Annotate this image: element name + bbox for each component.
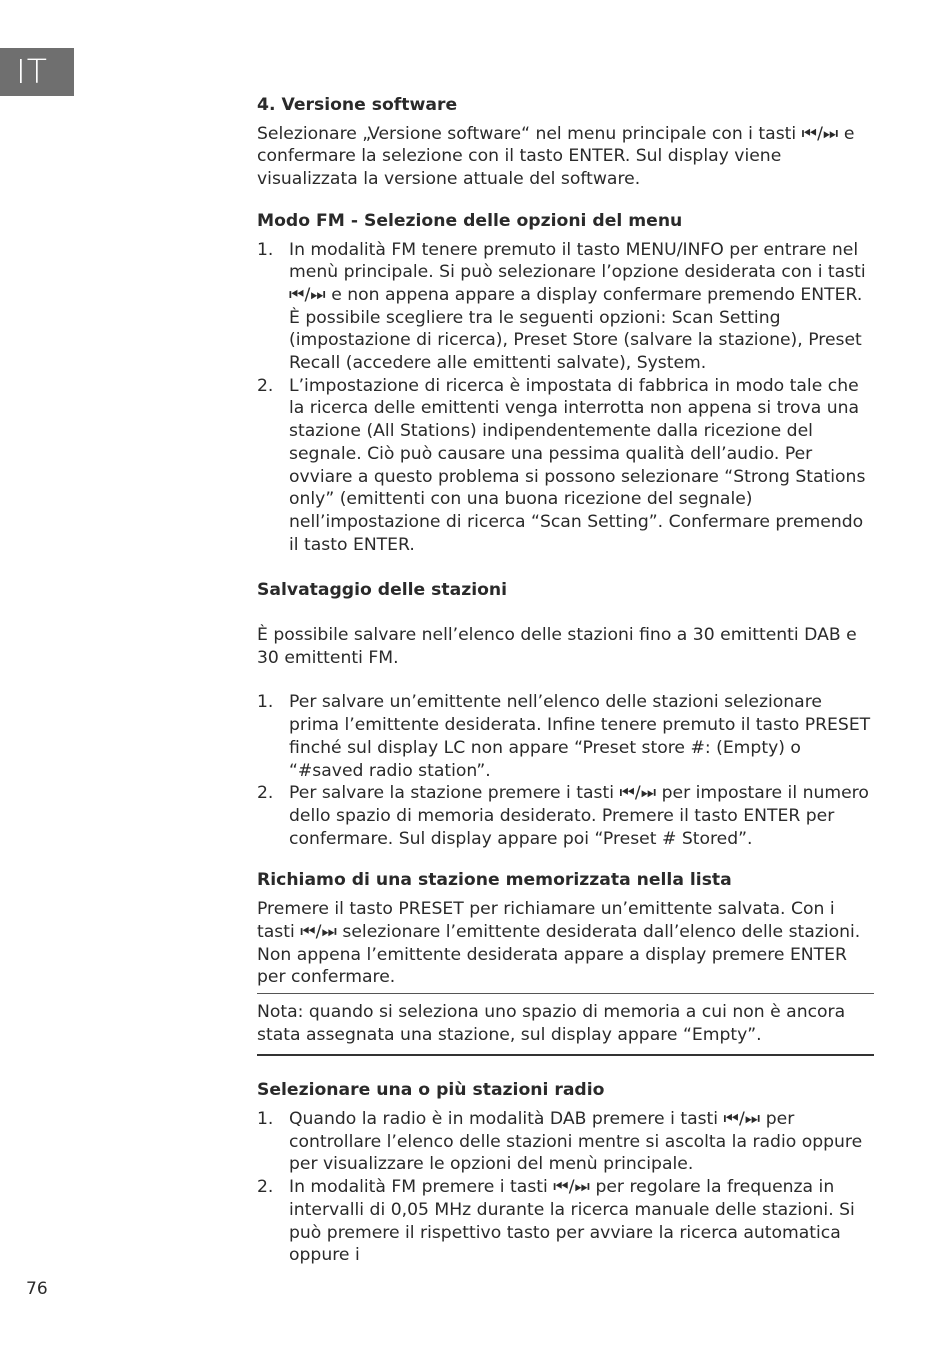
- numbered-list: [257, 239, 874, 557]
- language-tab: IT: [0, 48, 74, 96]
- section-fm-menu-options: [257, 210, 874, 557]
- paragraph: È possibile salvare nell’elenco delle stazioni fino a 30 emittenti DAB e 30 emittenti FM.: [257, 625, 857, 668]
- paragraph: Selezionare „Versione software“ nel menu principale con i tasti ⏮/⏭ e confermare la selezione con il tasto ENTER. Sul display viene visualizzata la versione attuale del software.: [257, 123, 855, 190]
- page-content: [257, 94, 874, 1267]
- section-title: Selezionare una o più stazioni radio: [257, 1080, 605, 1101]
- section-title: Salvataggio delle stazioni: [257, 580, 508, 601]
- note-text: Nota: quando si seleziona uno spazio di memoria a cui non è ancora stata assegnata una stazione, sul display appare “Empty”.: [257, 1001, 846, 1045]
- list-item-text: Per salvare la stazione premere i tasti ⏮/⏭ per impostare il numero dello spazio di memoria desiderato. Premere il tasto ENTER per confermare. Sul display appare poi “Preset # Stored”.: [289, 783, 869, 849]
- paragraph: Premere il tasto PRESET per richiamare un’emittente salvata. Con i tasti ⏮/⏭ selezionare l’emittente desiderata dall’elenco delle stazioni. Non appena l’emittente desiderata appare a display premere ENTER per confermare.: [257, 899, 861, 988]
- list-number: 2.: [257, 783, 274, 804]
- section-title: Modo FM - Selezione delle opzioni del menu: [257, 210, 683, 231]
- list-item-text: Per salvare un’emittente nell’elenco delle stazioni selezionare prima l’emittente desiderata. Infine tenere premuto il tasto PRESET finché sul display LC non appare “Preset store #: (Empty) o “#saved radio station”.: [289, 692, 871, 781]
- note-box: [257, 993, 874, 1056]
- list-item: [257, 375, 874, 557]
- section-title: Richiamo di una stazione memorizzata nella lista: [257, 870, 732, 891]
- list-number: 1.: [257, 692, 274, 713]
- list-item: [257, 782, 874, 850]
- list-number: 1.: [257, 239, 274, 260]
- section-title: 4. Versione software: [257, 95, 458, 115]
- list-number: 1.: [257, 1109, 274, 1130]
- list-item: [257, 1108, 874, 1176]
- list-item: [257, 691, 874, 782]
- page-number: 76: [26, 1279, 48, 1299]
- list-number: 2.: [257, 375, 274, 396]
- list-item-text: In modalità FM tenere premuto il tasto MENU/INFO per entrare nel menù principale. Si può selezionare l’opzione desiderata con i tasti ⏮/⏭ e non appena appare a display confermare premendo ENTER. È possibile scegliere tra le seguenti opzioni: Scan Setting (impostazione di ricerca), Preset Store (salvare la stazione), Preset Recall (accedere alle emittenti salvate), System.: [289, 239, 866, 374]
- section-saving-stations: [257, 579, 874, 850]
- numbered-list: [257, 691, 874, 850]
- list-item-text: L’impostazione di ricerca è impostata di fabbrica in modo tale che la ricerca delle emittenti venga interrotta non appena si trova una stazione (All Stations) indipendentemente dalla ricezione del segnale. Ciò può causare una pessima qualità dell’audio. Per ovviare a questo problema si possono selezionare “Strong Stations only” (emittenti con una buona ricezione del segnale) nell’impostazione di ricerca “Scan Setting”. Confermare premendo il tasto ENTER.: [289, 375, 866, 555]
- numbered-list: [257, 1108, 874, 1267]
- list-item-text: In modalità FM premere i tasti ⏮/⏭ per regolare la frequenza in intervalli di 0,05 MHz durante la ricerca manuale delle stazioni. Si può premere il rispettivo tasto per avviare la ricerca automatica oppure i: [289, 1177, 855, 1266]
- section-software-version: [257, 94, 874, 191]
- list-number: 2.: [257, 1177, 274, 1198]
- list-item: [257, 1176, 874, 1267]
- section-select-stations: [257, 1079, 874, 1267]
- list-item-text: Quando la radio è in modalità DAB premere i tasti ⏮/⏭ per controllare l’elenco delle stazioni mentre si ascolta la radio oppure per visualizzare le opzioni del menù principale.: [289, 1109, 863, 1175]
- list-item: [257, 239, 874, 375]
- section-recall-station: [257, 869, 874, 1056]
